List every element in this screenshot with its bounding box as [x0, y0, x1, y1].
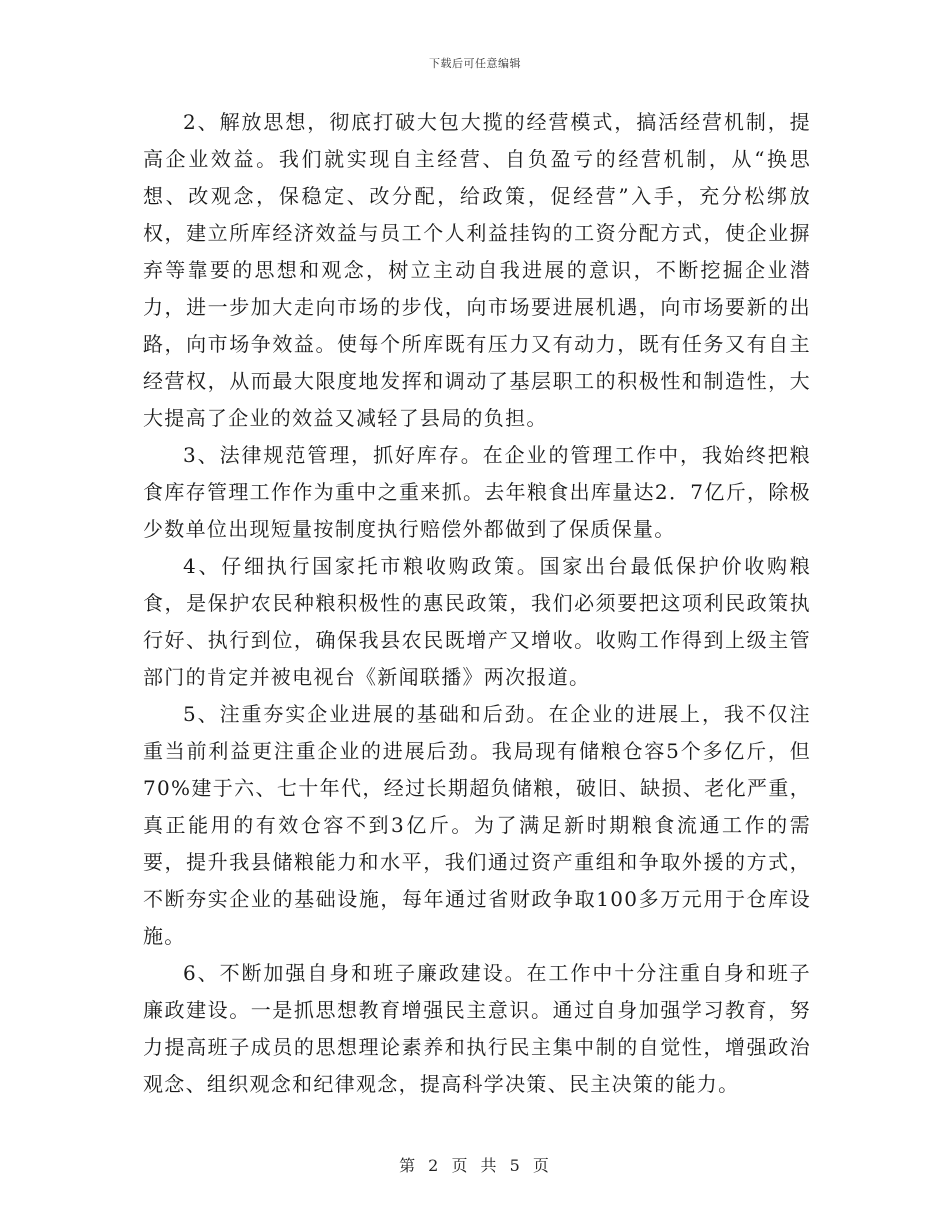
paragraph-2: 2、解放思想，彻底打破大包大揽的经营模式，搞活经营机制，提高企业效益。我们就实现自主经营、自负盈亏的经营机制，从“换思想、改观念，保稳定、改分配，给政策，促经营”入手，充分松绑放权，建立所库经济效益与员工个人利益挂钩的工资分配方式，使企业摒弃等靠要的思想和观念，树立主动自我进展的意识，不断挖掘企业潜力，进一步加大走向市场的步伐，向市场要进展机遇，向市场要新的出路，向市场争效益。使每个所库既有压力又有动力，既有任务又有自主经营权，从而最大限度地发挥和调动了基层职工的积极性和制造性，大大提高了企业的效益又减轻了县局的负担。	[143, 110, 811, 430]
paragraph-4: 4、仔细执行国家托市粮收购政策。国家出台最低保护价收购粮食，是保护农民种粮积极性的惠民政策，我们必须要把这项利民政策执行好、执行到位，确保我县农民既增产又增收。收购工作得到上级主管部门的肯定并被电视台《新闻联播》两次报道。	[143, 554, 811, 689]
paragraph-5: 5、注重夯实企业进展的基础和后劲。在企业的进展上，我不仅注重当前利益更注重企业的进展后劲。我局现有储粮仓容5个多亿斤，但70%建于六、七十年代，经过长期超负储粮，破旧、缺损、老化严重，真正能用的有效仓容不到3亿斤。为了满足新时期粮食流通工作的需要，提升我县储粮能力和水平，我们通过资产重组和争取外援的方式，不断夯实企业的基础设施，每年通过省财政争取100多万元用于仓库设施。	[143, 702, 811, 948]
page-header: 下载后可任意编辑	[429, 57, 521, 70]
page-number-footer: 第 2 页 共 5 页	[399, 1156, 551, 1175]
document-body	[143, 104, 811, 1103]
paragraph-3: 3、法律规范管理，抓好库存。在企业的管理工作中，我始终把粮食库存管理工作作为重中之重来抓。去年粮食出库量达2．7亿斤，除极少数单位出现短量按制度执行赔偿外都做到了保质保量。	[143, 443, 811, 541]
paragraph-6: 6、不断加强自身和班子廉政建设。在工作中十分注重自身和班子廉政建设。一是抓思想教育增强民主意识。通过自身加强学习教育，努力提高班子成员的思想理论素养和执行民主集中制的自觉性，增强政治观念、组织观念和纪律观念，提高科学决策、民主决策的能力。	[143, 961, 811, 1096]
